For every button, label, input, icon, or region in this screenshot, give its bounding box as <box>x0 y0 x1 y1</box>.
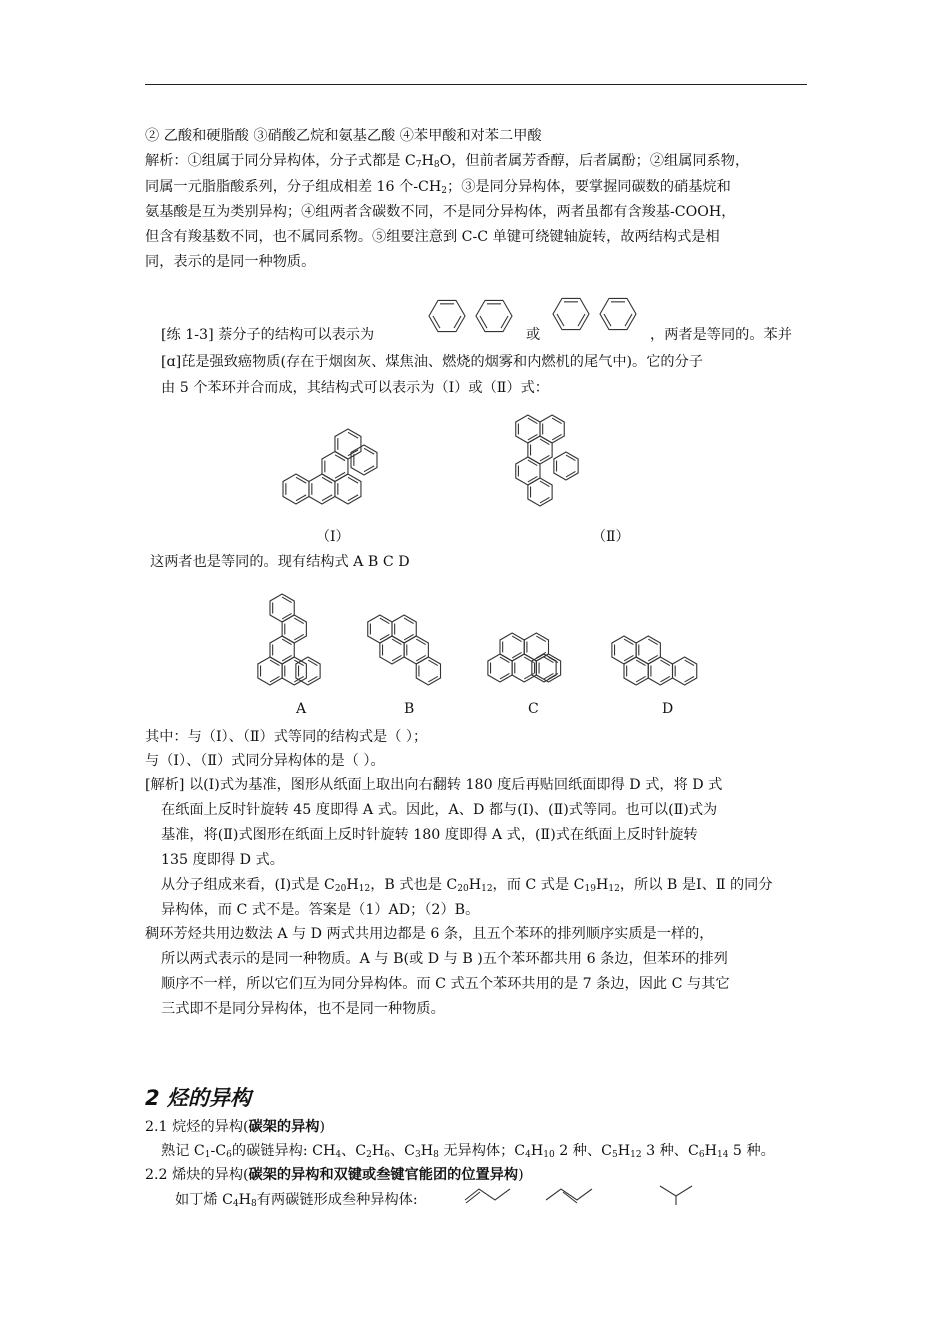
text-line: 基准，将(Ⅱ)式图形在纸面上反时针旋转 180 度即得 A 式，(Ⅱ)式在纸面上反时针旋转 <box>161 827 698 843</box>
structure-D-ring-4 <box>648 657 672 685</box>
text-line: ，两者是等同的。苯并 <box>650 327 792 343</box>
text-line: 同属一元脂脂酸系列，分子组成相差 16 个$-CH_2$；③是同分异构体，要掌握同碳数的硝基烷和 <box>145 179 731 196</box>
structure-II-ring-4 <box>540 415 564 443</box>
text-line: 或 <box>526 327 541 343</box>
structure-label-C: C <box>528 701 539 717</box>
text-line: 如丁烯 $C_4H_8$有两碳链形成叁种异构体: <box>175 1192 418 1209</box>
structure-I-ring-1 <box>283 474 309 504</box>
structure-C-ring-4 <box>500 633 524 661</box>
structure-label-I: （Ⅰ） <box>316 529 350 545</box>
text-line: 熟记 $C_1-C_6$的碳链异构: $CH_4$、$C_2H_6$、$C_3H_8$ 无异构体；$C_4H_{10}$ 2 种、$C_5H_{12}$ 3 种、$C_6H_{14}$ 5 种。 <box>161 1143 775 1160</box>
structure-II-ring-5 <box>516 415 540 443</box>
structure-label-D: D <box>662 701 674 717</box>
text-line: 但含有羧基数不同，也不属同系物。⑤组要注意到 C-C 单键可绕键轴旋转，故两结构式是相 <box>145 229 720 245</box>
structure-II-ring-1 <box>528 478 552 506</box>
text-line: 所以两式表示的是同一种物质。A 与 B(或 D 与 B )五个苯环都共用 6 条边，但苯环的排列 <box>161 951 728 967</box>
structure-I-ring-2 <box>309 474 335 504</box>
structure-II-ring-3 <box>528 436 552 464</box>
text-line: 135 度即得 D 式。 <box>161 852 284 868</box>
isobutene-skeleton-top <box>660 1186 692 1196</box>
text-line: 氨基酸是互为类别异构；④组两者含碳数不同，不是同分异构体，两者虽都有含羧基-COOH， <box>145 204 736 220</box>
text-line: 其中：与（Ⅰ）、（Ⅱ）式等同的结构式是（ ）； <box>145 729 428 745</box>
structure-C-ring-1 <box>488 654 512 682</box>
text-line: ② 乙酸和硬脂酸 ③硝酸乙烷和氨基乙酸 ④苯甲酸和对苯二甲酸 <box>145 128 542 144</box>
text-line: 从分子组成来看，(Ⅰ)式是 $C_{20}H_{12}$，B 式也是 $C_{20}H_{12}$，而 C 式是 $C_{19}H_{12}$，所以 B 是Ⅰ、Ⅱ 的同分 <box>161 877 773 894</box>
text-line: 这两者也是等同的。现有结构式 A B C D <box>150 554 410 570</box>
structure-A-ring-extra <box>296 657 320 685</box>
structure-I-ring-4 <box>322 452 348 482</box>
structure-I-ring-extra <box>351 445 377 475</box>
structure-D-ring-2 <box>636 636 660 664</box>
naphthalene-2-ring-2 <box>600 298 636 329</box>
naphthalene-2-ring-1 <box>553 298 589 329</box>
text-line: 解析：①组属于同分异构体，分子式都是 $C_7H_8O$，但前者属芳香醇，后者属酚；②组属同系物， <box>145 153 750 170</box>
structure-C-ring-3 <box>536 654 560 682</box>
structure-II-ring-extra <box>554 452 578 480</box>
text-line: 在纸面上反时针旋转 45 度即得 A 式。因此，A、D 都与(Ⅰ)、(Ⅱ)式等同。也可以(Ⅱ)式为 <box>161 802 718 818</box>
structure-A-ring-5 <box>270 594 294 622</box>
text-line: 同，表示的是同一种物质。 <box>145 254 316 270</box>
text-line: [练 1-3] 萘分子的结构可以表示为 <box>161 327 375 343</box>
structure-II-ring-2 <box>516 457 540 485</box>
text-line: 与（Ⅰ）、（Ⅱ）式同分异构体的是（ ）。 <box>145 753 385 769</box>
text-line: [ɑ]芘是强致癌物质(存在于烟囱灰、煤焦油、燃烧的烟雾和内燃机的尾气中)。它的分子 <box>161 354 703 370</box>
structure-B-ring-4 <box>368 615 392 643</box>
structure-B-ring-5 <box>416 657 440 685</box>
text-line: 稠环芳烃共用边数法 A 与 D 两式共用边都是 6 条，且五个苯环的排列顺序实质是一样的， <box>145 926 714 942</box>
structure-B-ring-2 <box>404 636 428 664</box>
structure-label-A: A <box>296 701 307 717</box>
text-line: 顺序不一样，所以它们互为同分异构体。而 C 式五个苯环共用的是 7 条边，因此 C 与其它 <box>161 976 730 992</box>
text-line: 2.1 烷烃的异构(碳架的异构) <box>145 1119 326 1135</box>
structure-I-ring-5 <box>335 429 361 459</box>
text-line: 三式即不是同分异构体，也不是同一种物质。 <box>161 1001 445 1017</box>
text-line: 异构体，而 C 式不是。答案是（1）AD；（2）B。 <box>161 902 480 918</box>
structure-B-ring-3 <box>392 615 416 643</box>
structure-A-ring-2 <box>282 657 306 685</box>
structure-D-ring-5 <box>672 657 696 685</box>
structure-D-ring-3 <box>624 657 648 685</box>
naphthalene-1-ring-1 <box>429 300 465 331</box>
text-line: 由 5 个苯环并合而成，其结构式可以表示为（Ⅰ）或（Ⅱ）式： <box>161 380 549 396</box>
structure-label-B: B <box>404 701 415 717</box>
structure-A-ring-3 <box>270 636 294 664</box>
structure-D-ring-1 <box>612 636 636 664</box>
text-line: [解析] 以(Ⅰ)式为基准，图形从纸面上取出向右翻转 180 度后再贴回纸面即得 D 式，将 D 式 <box>145 777 723 793</box>
structure-B-ring-1 <box>380 636 404 664</box>
butene-2-skeleton <box>546 1189 592 1200</box>
naphthalene-1-ring-2 <box>476 300 512 331</box>
structure-label-II: （Ⅱ） <box>592 529 630 545</box>
text-line: 2.2 烯炔的异构(碳架的异构和双键或叁键官能团的位置异构) <box>145 1167 524 1183</box>
structure-C-ring-extra <box>532 654 556 682</box>
butene-2-double-bond <box>563 1192 577 1203</box>
structure-C-ring-2 <box>512 654 536 682</box>
structure-C-ring-5 <box>524 633 548 661</box>
structure-A-ring-1 <box>258 657 282 685</box>
section-heading: 2 烃的异构 <box>145 1086 251 1110</box>
structure-A-ring-4 <box>282 615 306 643</box>
structure-I-ring-3 <box>335 474 361 504</box>
